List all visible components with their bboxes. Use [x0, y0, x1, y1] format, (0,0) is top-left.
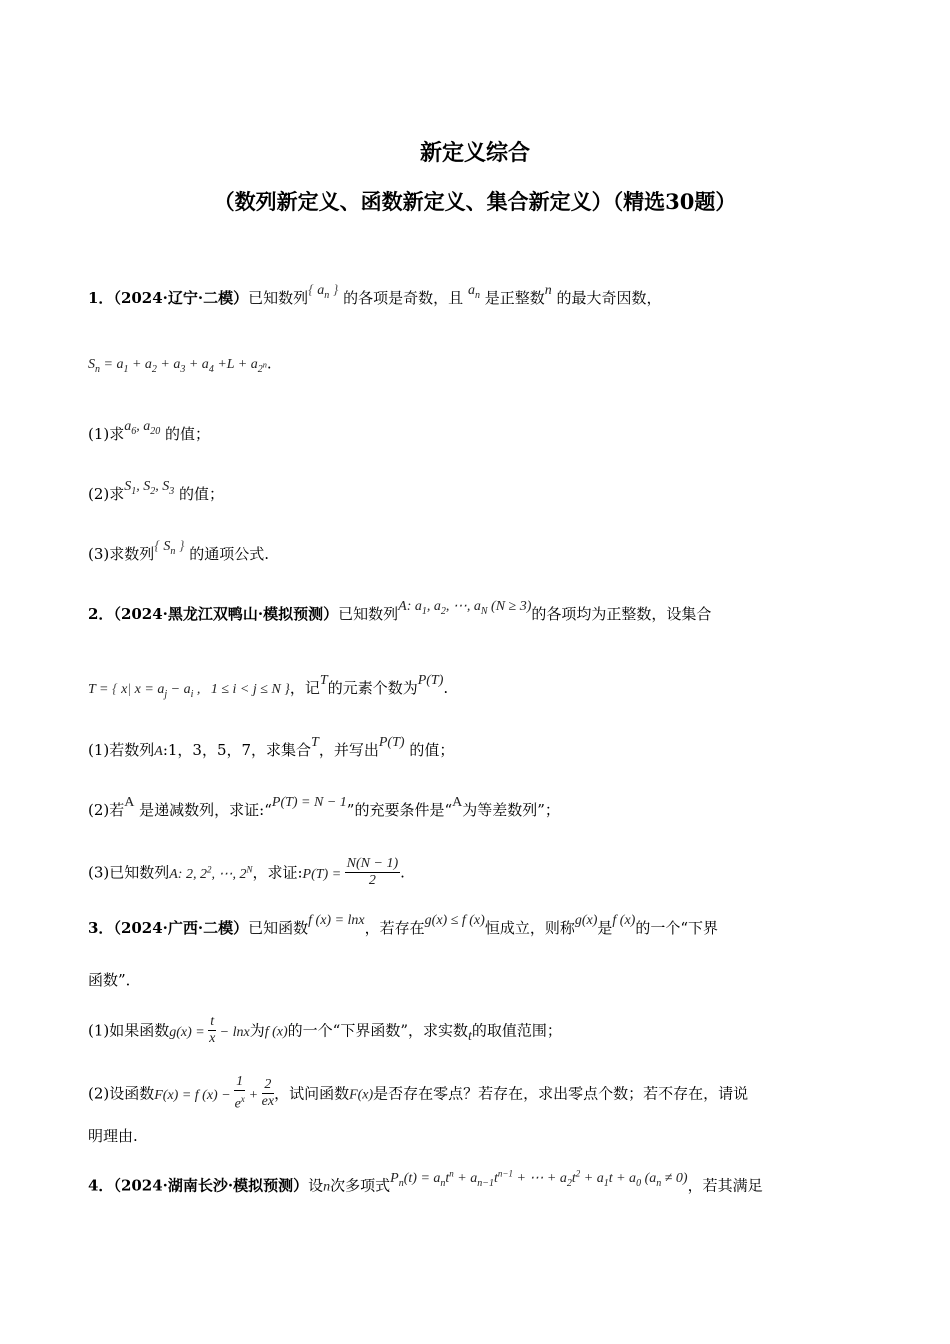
math-formula: t [468, 1028, 472, 1044]
text: ，若存在 [364, 919, 425, 937]
text: :1，3，5，7，求集合 [162, 741, 312, 759]
text: 为等差数列”； [462, 801, 560, 819]
math-formula: A [154, 744, 163, 759]
text: 是 [597, 919, 613, 937]
text: (3)求数列 [88, 545, 155, 563]
math-formula: $a_6$, $a_{20}$ [124, 419, 161, 437]
text: (3)已知数列 [88, 863, 170, 882]
math-formula: g(x) ≤ f (x) [424, 913, 485, 928]
problem-2-statement [88, 599, 712, 627]
math-formula: $a_n$ [467, 283, 480, 301]
problem-1-question-3 [88, 539, 270, 567]
math-formula: f (x) = lnx [308, 913, 365, 928]
text: (1)若数列 [88, 741, 155, 759]
text: ，试问函数 [274, 1084, 350, 1103]
text: 设 [308, 1176, 324, 1195]
math-formula: n [323, 1179, 331, 1195]
text: 已知函数 [248, 919, 309, 937]
text: 的各项是奇数，且 [343, 289, 464, 307]
text: 恒成立，则称 [484, 919, 575, 937]
text: 的值； [179, 485, 225, 503]
text: . [400, 863, 405, 882]
problem-number: 1． [88, 289, 114, 307]
text: 的值； [165, 425, 211, 443]
problem-3-statement-cont [88, 970, 141, 990]
problem-source: （2024·广西·二模） [113, 919, 249, 937]
math-formula: $P_n(t) = a_nt^n + a_{n-1}t^{n-1}$ + ⋯ + $a_2t^2 + a_1t + a_0$ $(a_n \ne 0)$ [390, 1168, 688, 1189]
text: (2)若 [88, 801, 125, 819]
problem-1-statement [88, 283, 662, 311]
problem-source: （2024·湖南长沙·模拟预测） [113, 1176, 309, 1195]
problem-3-question-2-cont [88, 1126, 138, 1146]
problem-2-question-1 [88, 735, 455, 762]
math-formula: A [452, 795, 463, 810]
problem-1-question-2 [88, 479, 225, 507]
math-formula: { $a_n$ } [308, 283, 339, 301]
math-formula: T [319, 673, 328, 688]
text: 函数”． [88, 971, 141, 989]
text: ，求证: [252, 863, 303, 882]
math-formula: T [311, 735, 319, 750]
text: (1)如果函数 [88, 1021, 170, 1040]
problem-number: 3． [88, 919, 114, 937]
text: 的一个“下界函数”，求实数 [287, 1021, 468, 1040]
text: 是正整数 [484, 289, 545, 307]
math-formula: P(T) = N − 1 [271, 795, 347, 810]
text: 的通项公式. [189, 545, 270, 563]
text: 次多项式 [330, 1176, 391, 1195]
problem-1-question-1 [88, 419, 211, 447]
math-formula: A: $a_1$, $a_2$, ⋯, $a_N$ (N ≥ 3) [398, 599, 532, 617]
problem-3-question-1 [88, 1016, 562, 1049]
problem-3-question-2 [88, 1076, 748, 1115]
math-formula: $S_1$, $S_2$, $S_3$ [124, 479, 175, 497]
math-formula: A: 2, $2^2$, ⋯, $2^N$ [169, 864, 253, 882]
text: . [266, 354, 272, 373]
math-formula: $S_n = a_1 + a_2 + a_3 + a_4 +L + a_{2^n}$ [88, 357, 267, 376]
problem-2-question-2 [88, 795, 560, 822]
text: ，若其满足 [687, 1176, 763, 1195]
text: . [443, 679, 449, 697]
page-subtitle: （数列新定义、函数新定义、集合新定义）（精选30题） [213, 189, 737, 214]
math-formula: P(T) = $\frac{N(N - 1)}{2}$ [302, 856, 399, 888]
text: ”的充要条件是“ [346, 801, 453, 819]
math-formula: F(x) [349, 1087, 374, 1103]
text: 的取值范围； [471, 1021, 562, 1040]
text: 是否存在零点？若存在，求出零点个数；若不存在，请说 [373, 1084, 749, 1103]
text: 已知数列 [338, 605, 399, 623]
text: 的各项均为正整数，设集合 [531, 605, 712, 623]
math-formula: n [544, 283, 552, 298]
math-formula: g(x) [574, 913, 598, 928]
problem-2-set-definition [88, 673, 449, 701]
problem-number: 2． [88, 605, 114, 623]
math-formula: f (x) [264, 1024, 288, 1040]
problem-3-statement [88, 913, 718, 940]
text: 已知数列 [248, 289, 309, 307]
text: ，并写出 [318, 741, 379, 759]
problem-number: 4． [88, 1176, 114, 1195]
text: 的值； [409, 741, 455, 759]
text: (1)求 [88, 425, 125, 443]
math-formula: g(x) = $\frac{t}{x}$ − lnx [169, 1014, 250, 1046]
math-formula: f (x) [612, 913, 636, 928]
page-title: 新定义综合 [419, 140, 530, 166]
problem-4-statement [88, 1168, 763, 1199]
text: 是递减数列，求证:“ [139, 801, 272, 819]
math-formula: T = { x| $x = a_j - a_i$ , 1 ≤ i < j ≤ N } [88, 682, 290, 700]
math-formula: P(T) [378, 735, 405, 750]
text: 明理由. [88, 1127, 138, 1145]
problem-source: （2024·黑龙江双鸭山·模拟预测） [113, 605, 339, 623]
problem-1-sum-formula [88, 352, 272, 376]
math-formula: P(T) [417, 673, 444, 688]
text: 为 [249, 1021, 265, 1040]
math-formula: A [124, 795, 135, 810]
text: 的元素个数为 [327, 679, 418, 697]
text: 的最大奇因数， [556, 289, 662, 307]
math-formula: F(x) = f (x) − $\frac{1}{e^x}$ + $\frac{2}{ex}$ [154, 1074, 275, 1112]
text: (2)求 [88, 485, 125, 503]
problem-source: （2024·辽宁·二模） [113, 289, 249, 307]
text: 的一个“下界 [635, 919, 718, 937]
math-formula: { $S_n$ } [154, 539, 185, 557]
problem-2-question-3 [88, 858, 405, 891]
text: (2)设函数 [88, 1084, 155, 1103]
text: ，记 [289, 679, 320, 697]
